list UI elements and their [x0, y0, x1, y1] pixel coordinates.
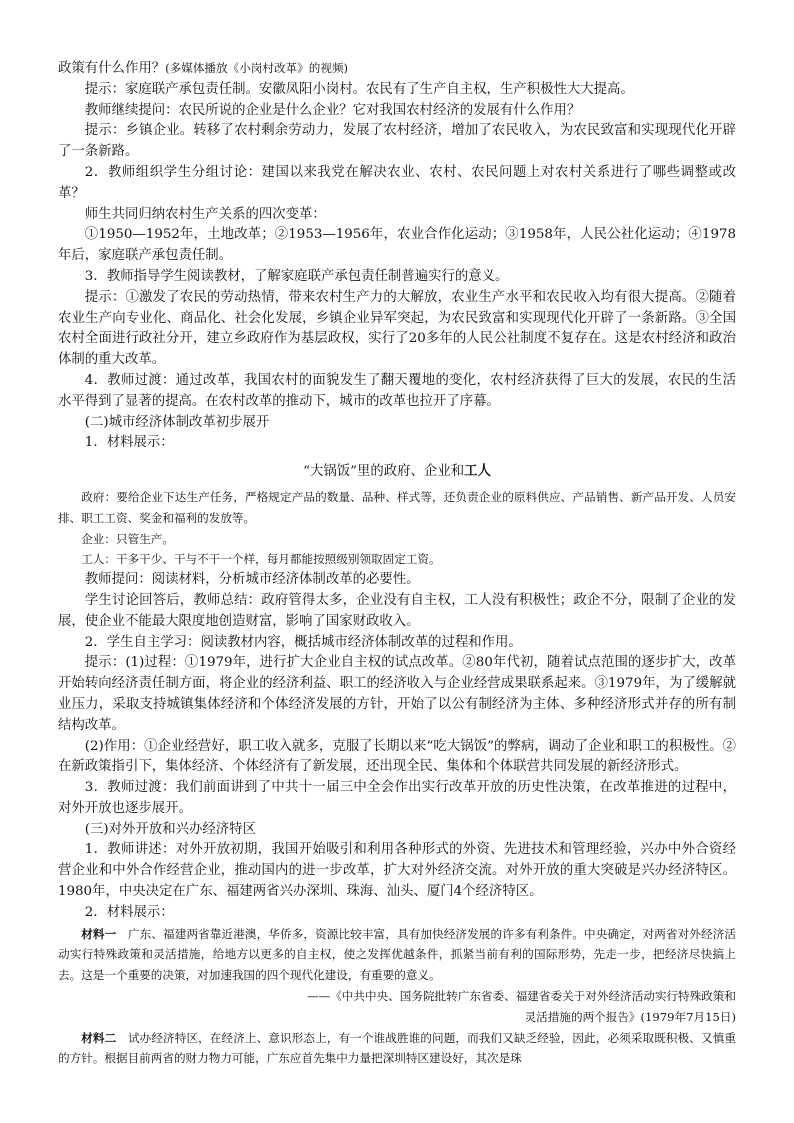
material-source-date: 灵活措施的两个报告》(1979年7月15日)	[524, 1009, 736, 1024]
paragraph: 提示：乡镇企业。转移了农村剩余劳动力，发展了农村经济，增加了农民收入，为农民致富和实现现代化开辟了一条新路。	[58, 123, 736, 160]
paragraph: 2．学生自主学习：阅读教材内容，概括城市经济体制改革的过程和作用。	[84, 634, 522, 650]
material-source: ——《中共中央、国务院批转广东省委、福建省委关于对外经济活动实行特殊政策和	[307, 989, 736, 1004]
material-text: 工人：干多干少、干与不干一个样，每月都能按照级别领取固定工资。	[81, 552, 441, 567]
paragraph: 2．材料展示：	[84, 904, 174, 920]
paragraph: 1．教师讲述：对外开放初期，我国开始吸引和利用各种形式的外资、先进技术和管理经验，兴办中外合资经营企业和中外合作经营企业，推动国内的进一步改革，扩大对外经济交流。对外开放的重大突破是兴办经济特区。1980年，中央决定在广东、福建两省兴办深圳、珠海、汕头、厦门4个经济特区。	[58, 842, 736, 900]
material-text: 政府：要给企业下达生产任务，严格规定产品的数量、品种、样式等，还负责企业的原料供应、产品销售、新产品开发、人员安排、职工工资、奖金和福利的发放等。	[58, 489, 736, 525]
paragraph: 3．教师过渡：我们前面讲到了中共十一届三中全会作出实行改革开放的历史性决策，在改革推进的过程中，对外开放也逐步展开。	[58, 780, 736, 816]
section-heading: (三)对外开放和兴办经济特区	[84, 821, 256, 837]
paragraph: ①1950—1952年，土地改革；②1953—1956年，农业合作化运动；③1958年，人民公社化运动；④1978年后，家庭联产承包责任制。	[58, 227, 736, 264]
paragraph: 2．教师组织学生分组讨论：建国以来我党在解决农业、农村、农民问题上对农村关系进行了哪些调整或改革？	[58, 164, 736, 201]
video-note: (多媒体播放《小岗村改革》的视频)	[165, 61, 349, 75]
paragraph: 提示：(1)过程：①1979年，进行扩大企业自主权的试点改革。②80年代初，随着试点范围的逐步扩大，改革开始转向经济责任制方面，将企业的经济利益、职工的经济收入与企业经营成果联系起来。③1979年，为了缓解就业压力，采取支持城镇集体经济和个体经济发展的方针，开始了以公有制经济为主体、多种经济形式并存的所有制结构改革。	[58, 655, 736, 733]
paragraph: 学生讨论回答后，教师总结：政府管得太多，企业没有自主权，工人没有积极性；政企不分，限制了企业的发展，使企业不能最大限度地创造财富，影响了国家财政收入。	[58, 592, 736, 629]
paragraph: 3．教师指导学生阅读教材，了解家庭联产承包责任制普遍实行的意义。	[84, 268, 509, 284]
paragraph: 提示：①激发了农民的劳动热情，带来农村生产力的大解放，农业生产水平和农民收入均有很大提高。②随着农业生产向专业化、商品化、社会化发展，乡镇企业异军突起，为农民致富和实现现代化开辟了一条新路。③全国农村全面进行政社分开，建立乡政府作为基层政权，实行了20多年的人民公社制度不复存在。这是农村经济和政治体制的重大改革。	[58, 289, 736, 368]
paragraph: 教师提问：阅读材料，分析城市经济体制改革的必要性。	[84, 572, 420, 588]
paragraph: 4．教师过渡：通过改革，我国农村的面貌发生了翻天覆地的变化，农村经济获得了巨大的发展，农民的生活水平得到了显著的提高。在农村改革的推动下，城市的改革也拉开了序幕。	[58, 372, 736, 409]
material-label: 材料二	[81, 1030, 117, 1045]
material-two: 材料二 试办经济特区，在经济上、意识形态上，有一个谁战胜谁的问题，而我们又缺乏经验，因此，必须采取既积极、又慎重的方针。根据目前两省的财力物力可能，广东应首先集中力量把深圳特区建设好，其次是珠	[58, 1030, 736, 1066]
material-title: “大锅饭”里的政府、企业和工人	[303, 463, 491, 480]
paragraph: 政策有什么作用？(多媒体播放《小岗村改革》的视频)	[58, 61, 349, 76]
paragraph: 教师继续提问：农民所说的企业是什么企业？它对我国农村经济的发展有什么作用？	[84, 102, 581, 118]
paragraph: 1．材料展示：	[84, 435, 174, 451]
material-label: 材料一	[81, 926, 117, 941]
paragraph: (2)作用：①企业经营好，职工收入就多，克服了长期以来“吃大锅饭”的弊病，调动了企业和职工的积极性。②在新政策指引下，集体经济、个体经济有了新发展，还出现全民、集体和个体联营共同发展的新经济形式。	[58, 738, 736, 775]
section-heading: (二)城市经济体制改革初步展开	[84, 414, 270, 430]
material-text: 企业：只管生产。	[81, 531, 174, 546]
paragraph: 师生共同归纳农村生产关系的四次变革：	[84, 206, 326, 222]
paragraph: 提示：家庭联产承包责任制。安徽凤阳小岗村。农民有了生产自主权，生产积极性大大提高。	[84, 81, 634, 97]
material-one: 材料一 广东、福建两省靠近港澳，华侨多，资源比较丰富，具有加快经济发展的许多有利条件。中央确定，对两省对外经济活动实行特殊政策和灵活措施，给地方以更多的自主权，使之发挥优越条件，抓紧当前有利的国际形势，先走一步，把经济尽快搞上去。这是一个重要的决策，对加速我国的四个现代化建设，有重要的意义。	[58, 926, 736, 983]
